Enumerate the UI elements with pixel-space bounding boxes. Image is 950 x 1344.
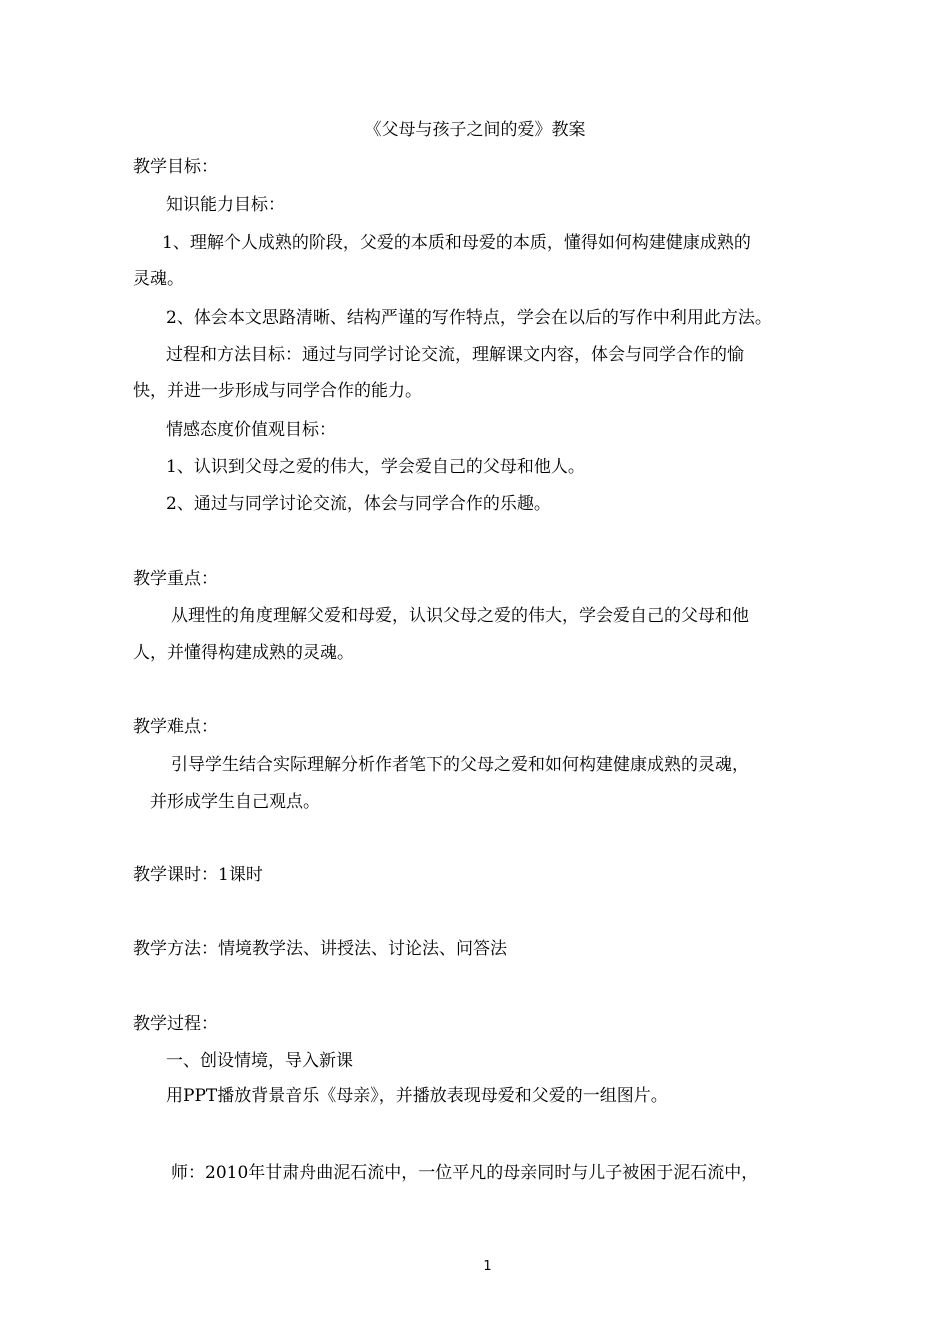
knowledge-item-1-line1: 1、理解个人成熟的阶段，父爱的本质和母爱的本质，懂得如何构建健康成熟的 <box>162 233 751 253</box>
process-step-1-text: 用PPT播放背景音乐《母亲》，并播放表现母爱和父爱的一组图片。 <box>166 1086 668 1106</box>
process-step-1: 一、创设情境，导入新课 <box>166 1051 353 1071</box>
knowledge-item-2: 2、体会本文思路清晰、结构严谨的写作特点，学会在以后的写作中利用此方法。 <box>166 308 772 328</box>
difficulties-line1: 引导学生结合实际理解分析作者笔下的父母之爱和如何构建健康成熟的灵魂， <box>171 755 749 775</box>
key-points-line1: 从理性的角度理解父爱和母爱，认识父母之爱的伟大，学会爱自己的父母和他 <box>171 606 749 626</box>
document-title: 《父母与孩子之间的爱》教案 <box>364 120 586 140</box>
teaching-hours: 教学课时：1课时 <box>133 865 263 885</box>
difficulties-heading: 教学难点： <box>133 717 218 737</box>
difficulties-line2: 并形成学生自己观点。 <box>150 792 320 812</box>
emotion-item-2: 2、通过与同学讨论交流，体会与同学合作的乐趣。 <box>166 494 551 514</box>
teaching-methods: 教学方法：情境教学法、讲授法、讨论法、问答法 <box>133 939 507 959</box>
key-points-line2: 人，并懂得构建成熟的灵魂。 <box>133 643 354 663</box>
emotion-item-1: 1、认识到父母之爱的伟大，学会爱自己的父母和他人。 <box>166 457 585 477</box>
process-heading: 教学过程： <box>133 1014 218 1034</box>
teacher-remark: 师：2010年甘肃舟曲泥石流中，一位平凡的母亲同时与儿子被困于泥石流中， <box>171 1163 759 1183</box>
page-number: 1 <box>483 1259 492 1274</box>
key-points-heading: 教学重点： <box>133 569 218 589</box>
goals-heading: 教学目标： <box>133 157 218 177</box>
process-goal-line2: 快，并进一步形成与同学合作的能力。 <box>133 381 422 401</box>
knowledge-item-1-line2: 灵魂。 <box>133 269 184 289</box>
emotion-heading: 情感态度价值观目标： <box>166 420 336 440</box>
knowledge-heading: 知识能力目标： <box>166 195 285 215</box>
process-goal-line1: 过程和方法目标：通过与同学讨论交流，理解课文内容，体会与同学合作的愉 <box>166 345 744 365</box>
